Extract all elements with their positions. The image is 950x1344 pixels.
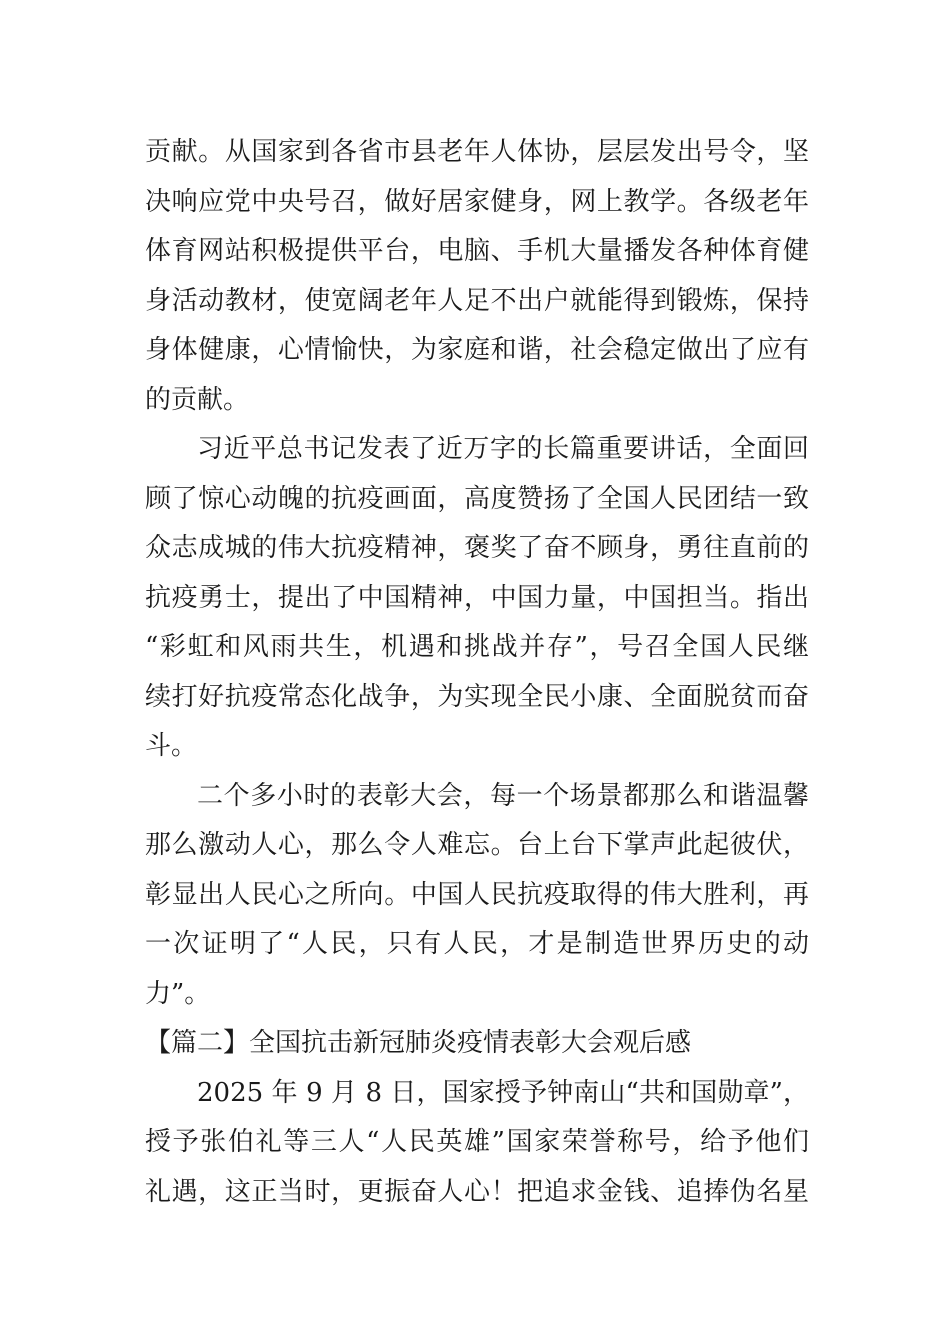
text-line: 二个多小时的表彰大会，每一个场景都那么和谐温馨	[197, 780, 809, 811]
text-line: 那么激动人心，那么令人难忘。台上台下掌声此起彼伏，	[145, 830, 809, 860]
section-heading	[145, 1019, 809, 1069]
text-line: 续打好抗疫常态化战争，为实现全民小康、全面脱贫而奋	[145, 681, 809, 712]
section-title: 【篇二】全国抗击新冠肺炎疫情表彰大会观后感	[145, 1028, 692, 1058]
document-page	[145, 128, 809, 1217]
text-line: 抗疫勇士，提出了中国精神，中国力量，中国担当。指出	[145, 582, 809, 613]
text-line: 身活动教材，使宽阔老年人足不出户就能得到锻炼，保持	[145, 285, 809, 316]
paragraph-2	[145, 425, 809, 772]
text-line: “彩虹和风雨共生，机遇和挑战并存”，号召全国人民继	[145, 632, 809, 662]
text-line: 决响应党中央号召，做好居家健身，网上教学。各级老年	[145, 186, 809, 217]
text-line: 彰显出人民心之所向。中国人民抗疫取得的伟大胜利，再	[145, 879, 809, 910]
text-line: 贡献。从国家到各省市县老年人体协，层层发出号令，坚	[145, 137, 809, 167]
text-line: 习近平总书记发表了近万字的长篇重要讲话，全面回	[197, 434, 809, 464]
text-line: 体育网站积极提供平台，电脑、手机大量播发各种体育健	[145, 236, 809, 266]
text-line: 顾了惊心动魄的抗疫画面，高度赞扬了全国人民团结一致	[145, 483, 809, 514]
text-line: 身体健康，心情愉快，为家庭和谐，社会稳定做出了应有	[145, 335, 809, 365]
paragraph-3	[145, 772, 809, 1020]
text-line: 授予张伯礼等三人“人民英雄”国家荣誉称号，给予他们	[145, 1127, 809, 1157]
text-line: 力”。	[145, 978, 211, 1009]
paragraph-4	[145, 1069, 809, 1218]
text-line: 众志成城的伟大抗疫精神，褒奖了奋不顾身，勇往直前的	[145, 533, 809, 563]
text-line: 斗。	[145, 731, 198, 761]
text-line: 礼遇，这正当时，更振奋人心！把追求金钱、追捧伪名星	[145, 1176, 809, 1207]
text-line: 的贡献。	[145, 384, 250, 415]
text-line: 一次证明了“人民，只有人民，才是制造世界历史的动	[145, 929, 809, 959]
paragraph-1	[145, 128, 809, 425]
text-line: 2025 年 9 月 8 日，国家授予钟南山“共和国勋章”，	[197, 1077, 809, 1108]
